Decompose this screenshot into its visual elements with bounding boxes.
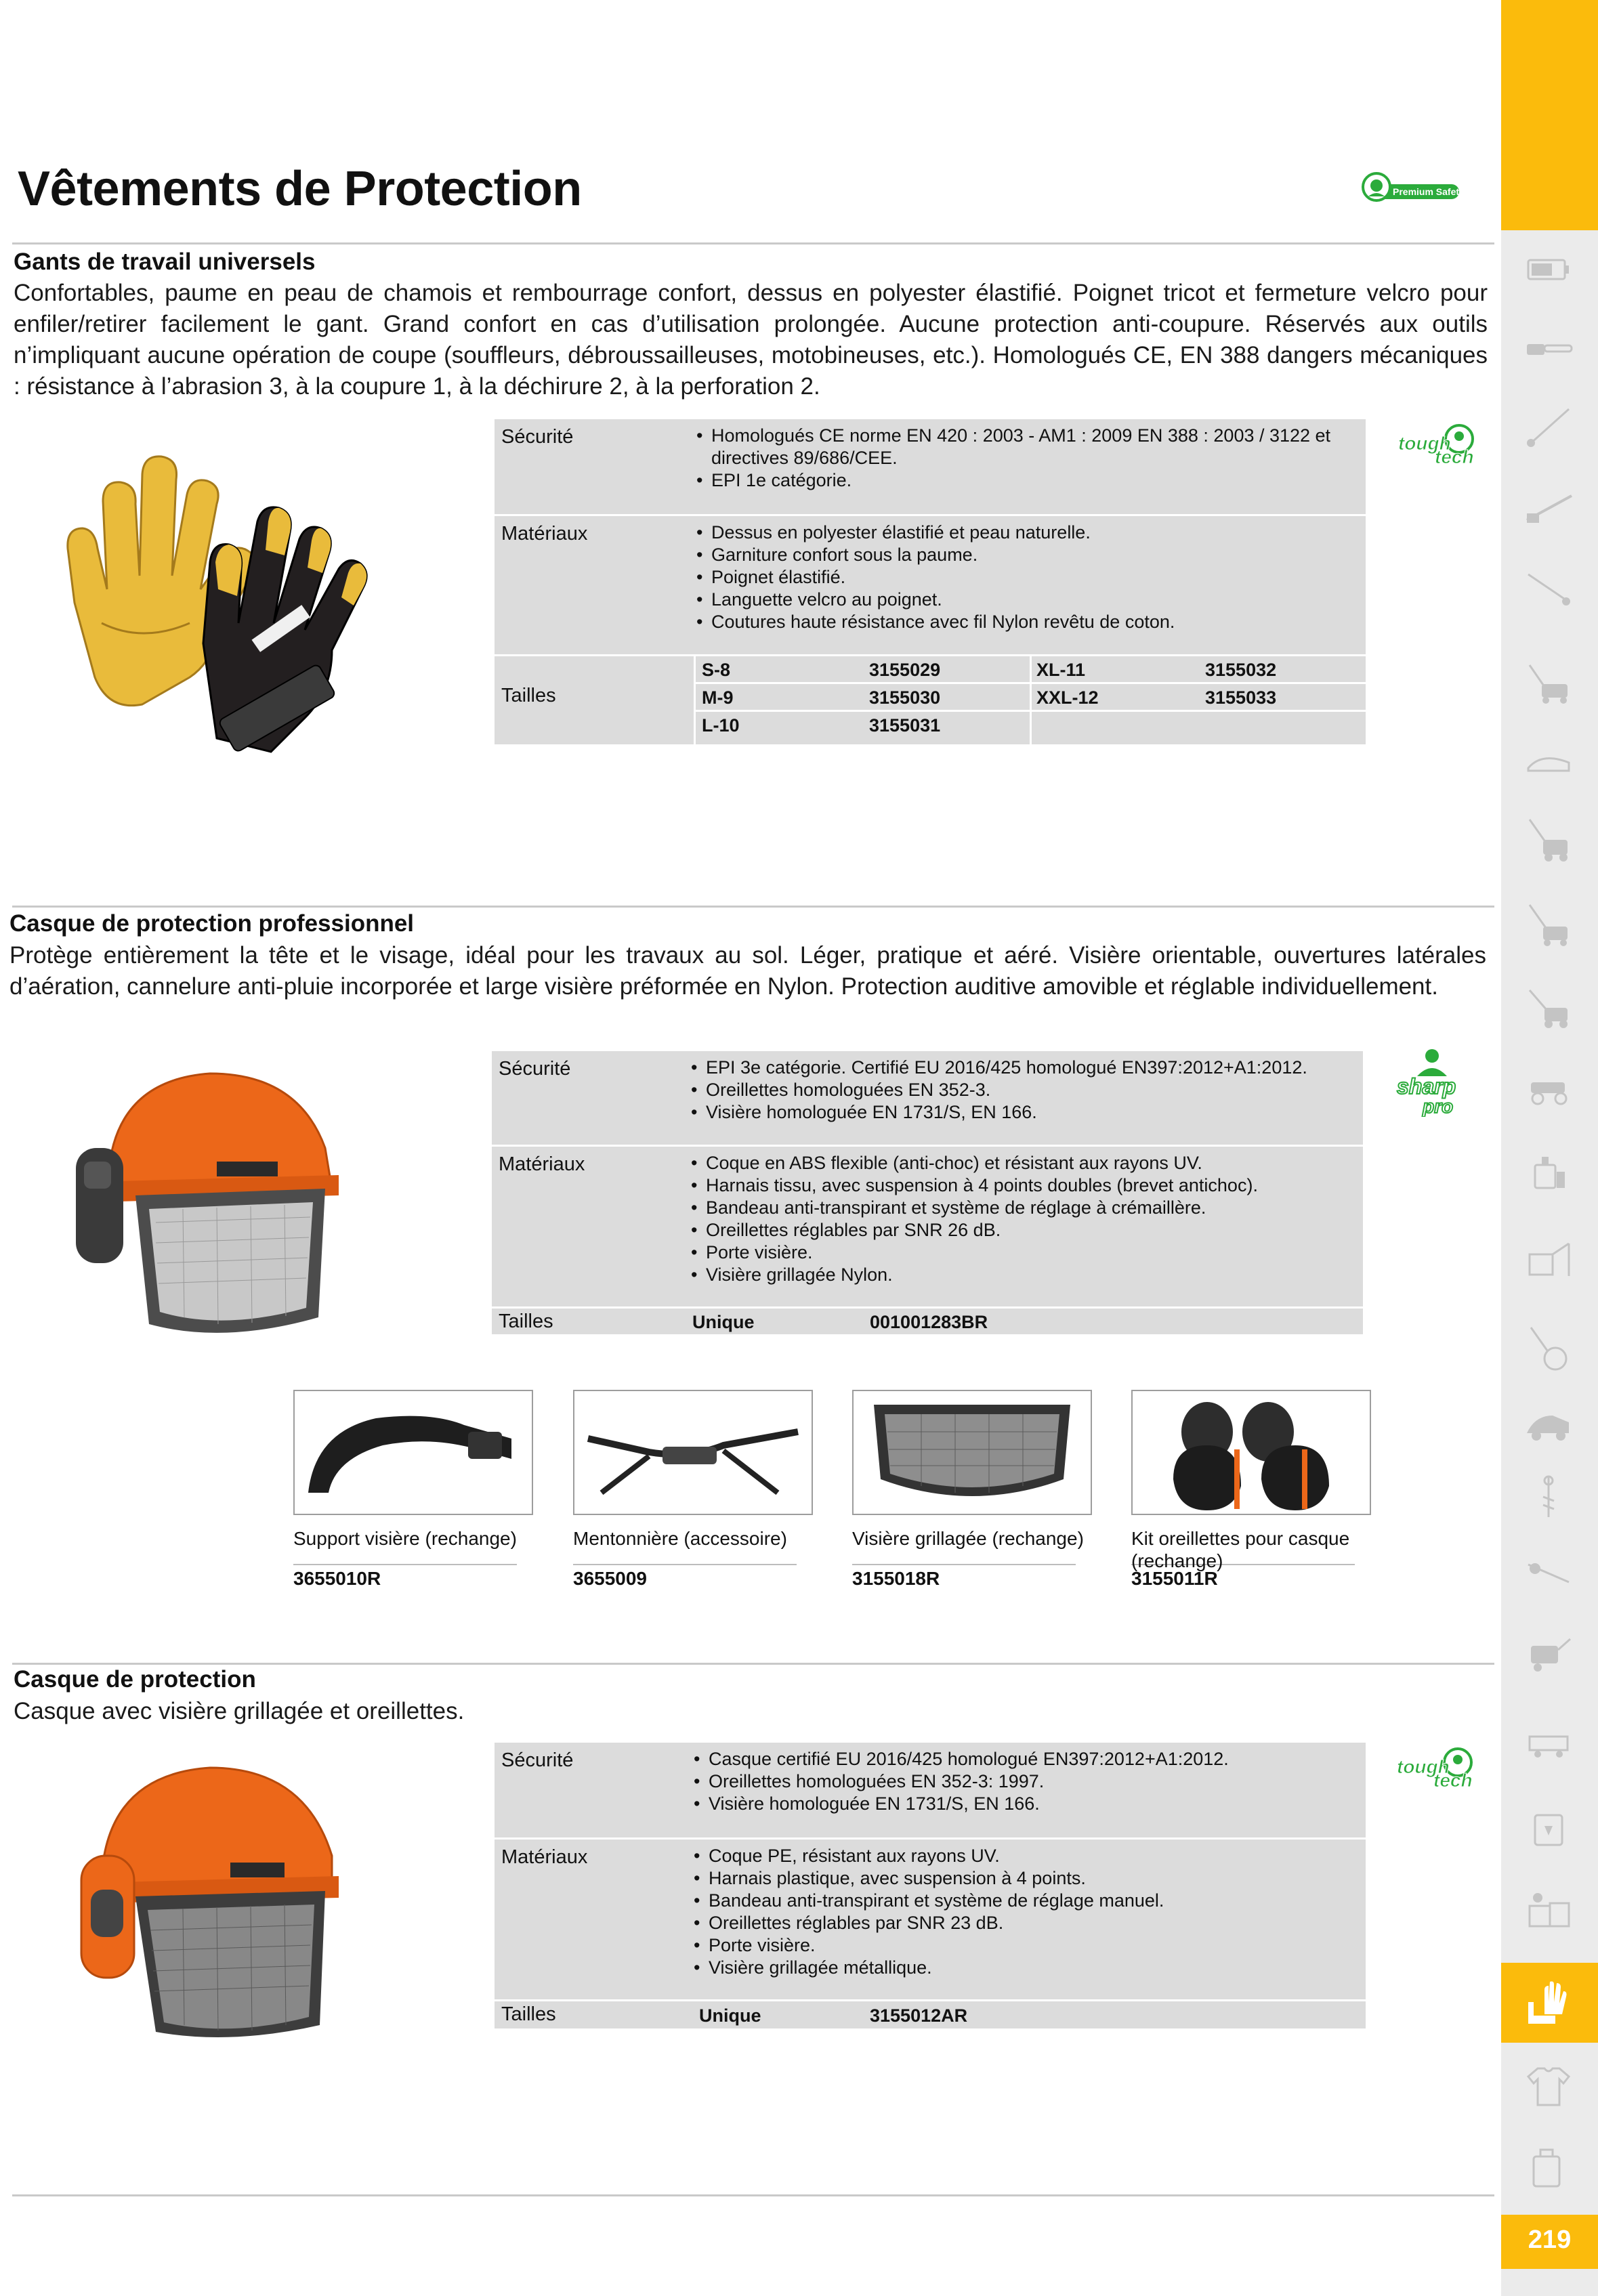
spec-row-sizes [492, 1309, 1363, 1334]
size-label: M-9 [702, 687, 734, 708]
spec-bullet: • Porte visière. [694, 1934, 1358, 1957]
spec-row-materials [495, 1840, 1366, 1999]
pro-helmet-image [68, 1046, 352, 1351]
sharp-pro-badge [1393, 1046, 1477, 1117]
spec-bullet: • Languette velcro au poignet. [696, 589, 1360, 611]
section-divider [12, 242, 1494, 245]
shredder-icon[interactable] [1521, 1714, 1576, 1768]
accessory-name: Visière grillagée (rechange) [852, 1528, 1084, 1549]
spec-bullet: • Visière grillagée métallique. [694, 1957, 1358, 1979]
lawnmower-icon[interactable] [1521, 656, 1576, 710]
tough-tech-badge [1394, 421, 1482, 467]
spec-values [691, 1057, 1355, 1124]
svg-text:pro: pro [1423, 1096, 1454, 1117]
accessory-divider [852, 1564, 1076, 1565]
size-code: 3155012AR [870, 2005, 968, 2026]
accessory-divider [293, 1564, 517, 1565]
spec-label: Matériaux [501, 523, 588, 545]
size-label: XXL-12 [1036, 687, 1099, 708]
safety-glove-icon[interactable] [1521, 1975, 1576, 2029]
scarifier-icon[interactable] [1521, 1321, 1576, 1375]
spec-bullet: • Dessus en polyester élastifié et peau naturelle. [696, 522, 1360, 544]
spec-bullet: • Homologués CE norme EN 420 : 2003 - AM1 : 2009 EN 388 : 2003 / 3122 et directives 89/686/CEE. [696, 425, 1360, 469]
spec-bullet: • Poignet élastifié. [696, 566, 1360, 589]
spec-row-security [495, 1743, 1366, 1837]
push-mower-icon[interactable] [1521, 898, 1576, 952]
spec-bullet: • Oreillettes réglables par SNR 23 dB. [694, 1912, 1358, 1934]
spec-bullet: • Casque certifié EU 2016/425 homologué EN397:2012+A1:2012. [694, 1748, 1358, 1770]
spec-bullet: • Visière homologuée EN 1731/S, EN 166. [691, 1101, 1355, 1124]
size-code: 3155029 [869, 660, 941, 680]
size-label: Unique [692, 1312, 755, 1332]
section-divider [12, 1663, 1494, 1665]
tough-tech-badge [1393, 1745, 1481, 1791]
spec-bullet: • Oreillettes réglables par SNR 26 dB. [691, 1219, 1355, 1241]
accessory-name: Kit oreillettes pour casque (rechange) [1131, 1528, 1350, 1571]
spec-row-materials [495, 516, 1366, 654]
spec-label: Tailles [501, 685, 556, 706]
spec-bullet: • Porte visière. [691, 1241, 1355, 1264]
helmet-image [68, 1741, 352, 2045]
trimmer-icon[interactable] [1521, 400, 1576, 454]
section-divider [12, 906, 1494, 908]
log-splitter-icon[interactable] [1521, 1470, 1576, 1524]
size-label: S-8 [702, 660, 731, 680]
tractor-icon[interactable] [1521, 1059, 1576, 1113]
glove-image [47, 420, 427, 786]
section-description: Casque avec visière grillagée et oreillettes. [14, 1698, 465, 1724]
spec-bullet: • Harnais plastique, avec suspension à 4 points. [694, 1867, 1358, 1890]
tiller-icon[interactable] [1521, 981, 1576, 1035]
spec-values [691, 1152, 1355, 1286]
spec-bullet: • Oreillettes homologuées EN 352-3. [691, 1079, 1355, 1101]
accessory-card[interactable] [1131, 1390, 1371, 1590]
section-description: Protège entièrement la tête et le visage, idéal pour les travaux au sol. Léger, pratique et aéré. Visière orientable, ouvertures latérales d’aération, cannelure anti-pluie incorporée et large visière préformée en Nylon. Protection auditive amovible et réglable individuellement. [9, 942, 1486, 1000]
size-label: L-10 [702, 715, 740, 736]
svg-text:tech: tech [1435, 446, 1474, 467]
spec-bullet: • Harnais tissu, avec suspension à 4 points doubles (brevet antichoc). [691, 1174, 1355, 1197]
accessory-name: Support visière (rechange) [293, 1528, 517, 1549]
accessory-name: Mentonnière (accessoire) [573, 1528, 787, 1549]
chainsaw-icon[interactable] [1521, 318, 1576, 373]
spec-row-security [495, 419, 1366, 514]
spec-bullet: • Garniture confort sous la paume. [696, 544, 1360, 566]
spec-values [694, 1845, 1358, 1979]
earmuff-kit-image [1131, 1390, 1371, 1515]
spec-label: Sécurité [501, 426, 574, 448]
spec-bullet: • Oreillettes homologuées EN 352-3: 1997. [694, 1770, 1358, 1793]
spec-bullet: • EPI 1e catégorie. [696, 469, 1360, 492]
pressure-washer-icon[interactable] [1521, 1145, 1576, 1199]
accessory-card[interactable] [852, 1390, 1092, 1590]
accessory-code: 3655009 [573, 1568, 648, 1589]
hedge-trimmer-icon[interactable] [1521, 480, 1576, 534]
size-code: 001001283BR [870, 1312, 988, 1332]
svg-text:sharp: sharp [1397, 1074, 1456, 1099]
premium-safety-label: Premium Safety [1393, 186, 1465, 197]
size-label: XL-11 [1036, 660, 1086, 680]
premium-safety-badge [1359, 169, 1465, 207]
size-label: Unique [699, 2005, 761, 2026]
accessory-divider [573, 1564, 797, 1565]
spec-row-sizes [495, 656, 1366, 744]
page-title: Vêtements de Protection [18, 162, 582, 216]
earth-auger-icon[interactable] [1521, 1551, 1576, 1605]
spec-values [696, 425, 1360, 492]
section-divider [12, 2194, 1494, 2196]
spec-table [492, 1051, 1366, 1342]
spec-label: Matériaux [501, 1846, 588, 1868]
spec-bullet: • Visière grillagée Nylon. [691, 1264, 1355, 1286]
ride-on-mower-icon[interactable] [1521, 813, 1576, 867]
tshirt-icon[interactable] [1521, 2059, 1576, 2113]
toolbox-icon[interactable] [1521, 1883, 1576, 1937]
spec-row-sizes [495, 2001, 1366, 2028]
spec-bullet: • Coque en ABS flexible (anti-choc) et résistant aux rayons UV. [691, 1152, 1355, 1174]
page-number: 219 [1528, 2226, 1572, 2254]
visor-support-image [293, 1390, 533, 1515]
section-title: Casque de protection professionnel [9, 910, 415, 937]
spec-label: Sécurité [499, 1058, 571, 1080]
spec-bullet: • Coutures haute résistance avec fil Nylon revêtu de coton. [696, 611, 1360, 633]
sidebar-top-band [1501, 0, 1598, 230]
pole-saw-icon[interactable] [1521, 1625, 1576, 1680]
svg-text:tech: tech [1433, 1770, 1473, 1791]
accessory-code: 3155011R [1131, 1568, 1218, 1589]
section-description: Confortables, paume en peau de chamois et rembourrage confort, dessus en polyester élastifié. Poignet tricot et fermeture velcro pour enfiler/retirer facilement le gant. Grand confort en cas d’utilisation prolongée. Aucune protection anti-coupure. Réservés aux outils n’impliquant aucune opération de coupe (souffleurs, débroussailleuses, motobineuses, etc.). Homologués CE, EN 388 dangers mécaniques : résistance à l’abrasion 3, à la coupure 1, à la déchirure 2, à la perforation 2. [14, 280, 1488, 400]
size-code: 3155031 [869, 715, 941, 736]
section-title: Gants de travail universels [14, 249, 316, 275]
spec-table [495, 1743, 1366, 2034]
sprayer-icon[interactable] [1521, 1802, 1576, 1856]
accessory-card[interactable] [293, 1390, 533, 1590]
spec-label: Sécurité [501, 1749, 574, 1771]
spec-bullet: • Bandeau anti-transpirant et système de réglage à crémaillère. [691, 1197, 1355, 1219]
accessory-code: 3155018R [852, 1568, 940, 1589]
battery-icon[interactable] [1521, 242, 1576, 297]
spec-values [694, 1748, 1358, 1815]
svg-text:tough: tough [1398, 433, 1451, 454]
size-code: 3155030 [869, 687, 941, 708]
spec-row-materials [492, 1147, 1363, 1306]
section-title: Casque de protection [14, 1666, 256, 1693]
spec-bullet: • Bandeau anti-transpirant et système de réglage manuel. [694, 1890, 1358, 1912]
svg-text:tough: tough [1397, 1756, 1450, 1777]
spec-bullet: • Visière homologuée EN 1731/S, EN 166. [694, 1793, 1358, 1815]
accessory-card[interactable] [573, 1390, 813, 1590]
spec-values [696, 522, 1360, 633]
category-sidebar [1501, 0, 1598, 2296]
chin-strap-image [573, 1390, 813, 1515]
spec-label: Matériaux [499, 1153, 585, 1175]
mesh-visor-image [852, 1390, 1092, 1515]
spec-label: Tailles [499, 1311, 553, 1332]
size-code: 3155033 [1205, 687, 1277, 708]
blower-icon[interactable] [1521, 561, 1576, 615]
accessory-code: 3655010R [293, 1568, 381, 1589]
size-code: 3155032 [1205, 660, 1277, 680]
spec-bullet: • Coque PE, résistant aux rayons UV. [694, 1845, 1358, 1867]
spec-row-security [492, 1051, 1363, 1145]
generator-icon[interactable] [1521, 1234, 1576, 1288]
spec-bullet: • EPI 3e catégorie. Certifié EU 2016/425 homologué EN397:2012+A1:2012. [691, 1057, 1355, 1079]
snow-thrower-icon[interactable] [1521, 1395, 1576, 1449]
can-icon[interactable] [1521, 2140, 1576, 2194]
spec-table [495, 419, 1366, 744]
robot-mower-icon[interactable] [1521, 733, 1576, 787]
spec-label: Tailles [501, 2003, 556, 2025]
